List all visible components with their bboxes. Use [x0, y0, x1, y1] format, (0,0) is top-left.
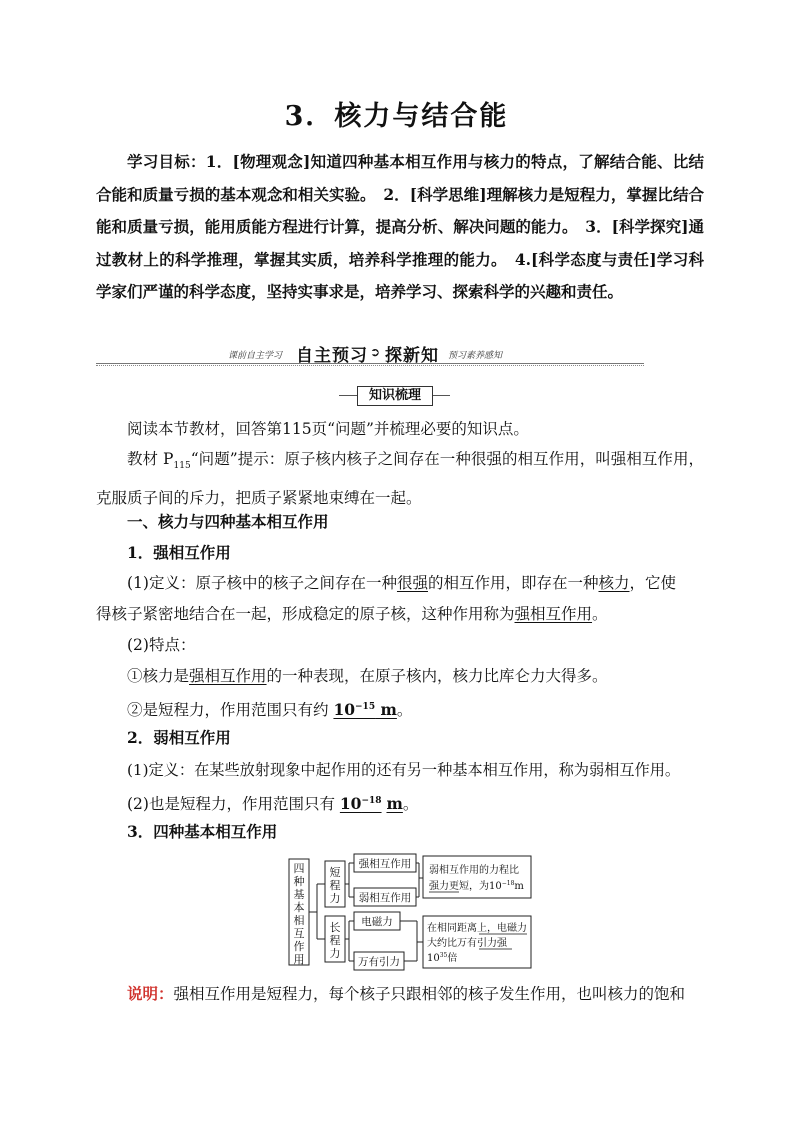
note2-line-2: 大约比万有引力强 [427, 938, 507, 949]
root-char-6: 作 [293, 940, 305, 953]
feature-label: (2)特点： [127, 636, 196, 654]
knowledge-box-label: 知识梳理 [357, 386, 433, 406]
long-char-0: 长 [329, 921, 341, 934]
grav-label: 万有引力 [358, 956, 400, 968]
section-banner [96, 340, 644, 366]
banner-title-1: 自主预习 [296, 346, 368, 366]
def1-text-c: ，它使 [629, 574, 677, 592]
note2-line-3 [427, 951, 457, 964]
note-text: 强相互作用是短程力，每个核子只跟相邻的核子发生作用，也叫核力的饱和 [173, 985, 686, 1003]
diagram-long-brace [345, 921, 354, 961]
weak-label: 弱相互作用 [358, 892, 412, 904]
note1-exponent: −18 [501, 880, 515, 887]
subsection-1-heading: 1．强相互作用 [127, 543, 231, 562]
note-label: 说明： [127, 984, 174, 1003]
weak2-end: 。 [402, 795, 419, 814]
note1-line-2 [429, 879, 524, 892]
subsection-2-heading: 2．弱相互作用 [127, 728, 231, 747]
weak-range [127, 790, 739, 815]
banner-title-2: 探新知 [385, 346, 439, 366]
def1-blank-1: 很强 [396, 574, 428, 592]
diagram-note1-connector [416, 863, 423, 897]
root-char-3: 本 [293, 901, 305, 914]
def1-blank-3: 强相互作用 [514, 605, 593, 623]
section-1-heading: 一、核力与四种基本相互作用 [127, 512, 329, 531]
learning-objectives [96, 146, 704, 309]
feature1-blank: 强相互作用 [189, 667, 267, 685]
intro-text: 阅读本节教材，回答第115页“问题”并梳理必要的知识点。 [127, 420, 529, 438]
banner-rule-dotted [96, 365, 644, 366]
weak2-range [340, 794, 382, 813]
short-char-1: 程 [329, 879, 341, 892]
feature2-unit: m [380, 700, 397, 720]
root-char-1: 种 [293, 875, 305, 888]
root-char-4: 相 [293, 914, 305, 927]
definition-1-line-2 [96, 603, 708, 625]
subsection-3-heading: 3．四种基本相互作用 [127, 822, 278, 841]
note2-unit: 倍 [447, 953, 458, 964]
feature-1 [127, 665, 739, 687]
hint-prefix: 教材 P [127, 450, 174, 468]
long-char-1: 程 [329, 934, 341, 947]
strong-label: 强相互作用 [358, 858, 412, 870]
hint-paragraph [96, 444, 704, 514]
def1-text-a: (1)定义：原子核中的核子之间存在一种 [127, 574, 397, 592]
knowledge-box [339, 386, 450, 406]
weak2-unit: m [386, 794, 403, 814]
short-char-2: 力 [329, 892, 341, 905]
feature2-end: 。 [396, 701, 413, 720]
def1-text-b: 的相互作用，即存在一种 [427, 574, 599, 592]
explanation-note [127, 983, 739, 1005]
weak2-exponent: −18 [361, 796, 382, 806]
def1-blank-2: 核力 [598, 574, 630, 592]
diagram-root-brace [309, 884, 325, 939]
hint-text: “问题”提示：原子核内核子之间存在一种很强的相互作用，叫强相互作用，克服质子间的斥力，把质子紧紧地束缚在一起。 [96, 450, 704, 507]
definition-2: (1)定义：在某些放射现象中起作用的还有另一种基本相互作用，称为弱相互作用。 [127, 761, 681, 779]
weak2-text: (2)也是短程力，作用范围只有 [127, 795, 340, 814]
feature-2 [127, 696, 739, 721]
arrow-icon: ➲ [370, 345, 381, 359]
root-char-2: 基 [293, 888, 305, 901]
def1-text-d: 得核子紧密地结合在一起，形成稳定的原子核，这种作用称为 [96, 605, 515, 623]
em-label: 电磁力 [361, 916, 393, 928]
banner-rule [96, 363, 644, 364]
note2-line-1: 在相同距离上，电磁力 [427, 923, 527, 934]
note1-unit: m [514, 881, 524, 892]
feature2-base: 10 [333, 700, 356, 720]
root-char-7: 用 [293, 953, 305, 966]
banner-right-caption: 预习素养感知 [448, 351, 503, 361]
objectives-text: 1．[物理观念]知道四种基本相互作用与核力的特点，了解结合能、比结合能和质量亏损的基本观念和相关实验。 2．[科学思维]理解核力是短程力，掌握比结合能和质量亏损，能用质能方程进行计算，提高分析、解决问题的能力。 3．[科学探究]通过教材上的科学推理，掌握其实质，培养科学推理的能力。 4.[科学态度与责任]学习科学家们严谨的科学态度，坚持实事求是，培养学习、探索科学的兴趣和责任。 [96, 152, 704, 301]
banner-left-caption: 课前自主学习 [228, 351, 283, 361]
root-char-5: 互 [293, 927, 305, 940]
page-title: 3．核力与结合能 [284, 101, 509, 132]
root-char-0: 四 [293, 862, 305, 875]
feature1-text-a: ①核力是 [127, 667, 190, 685]
feature2-range [333, 700, 396, 719]
def1-text-e: 。 [592, 605, 608, 623]
definition-1-line-1 [127, 572, 739, 594]
note1-line-2-text: 强力更短，为10 [429, 881, 502, 892]
weak2-base: 10 [339, 794, 362, 814]
feature1-text-b: 的一种表现，在原子核内，核力比库仑力大得多。 [266, 667, 608, 685]
note2-base: 10 [427, 953, 440, 964]
short-char-0: 短 [329, 866, 341, 879]
note1-line-1: 弱相互作用的力程比 [429, 865, 519, 876]
long-char-2: 力 [329, 947, 341, 960]
diagram-note2-connector [400, 921, 423, 961]
diagram-short-brace [345, 863, 354, 897]
objectives-label: 学习目标： [127, 152, 206, 171]
note2-exponent: 35 [439, 952, 448, 959]
feature2-text: ②是短程力，作用范围只有约 [127, 701, 334, 720]
interaction-diagram [287, 852, 537, 974]
hint-page-sub: 115 [173, 461, 191, 472]
feature2-exponent: −15 [355, 702, 376, 712]
